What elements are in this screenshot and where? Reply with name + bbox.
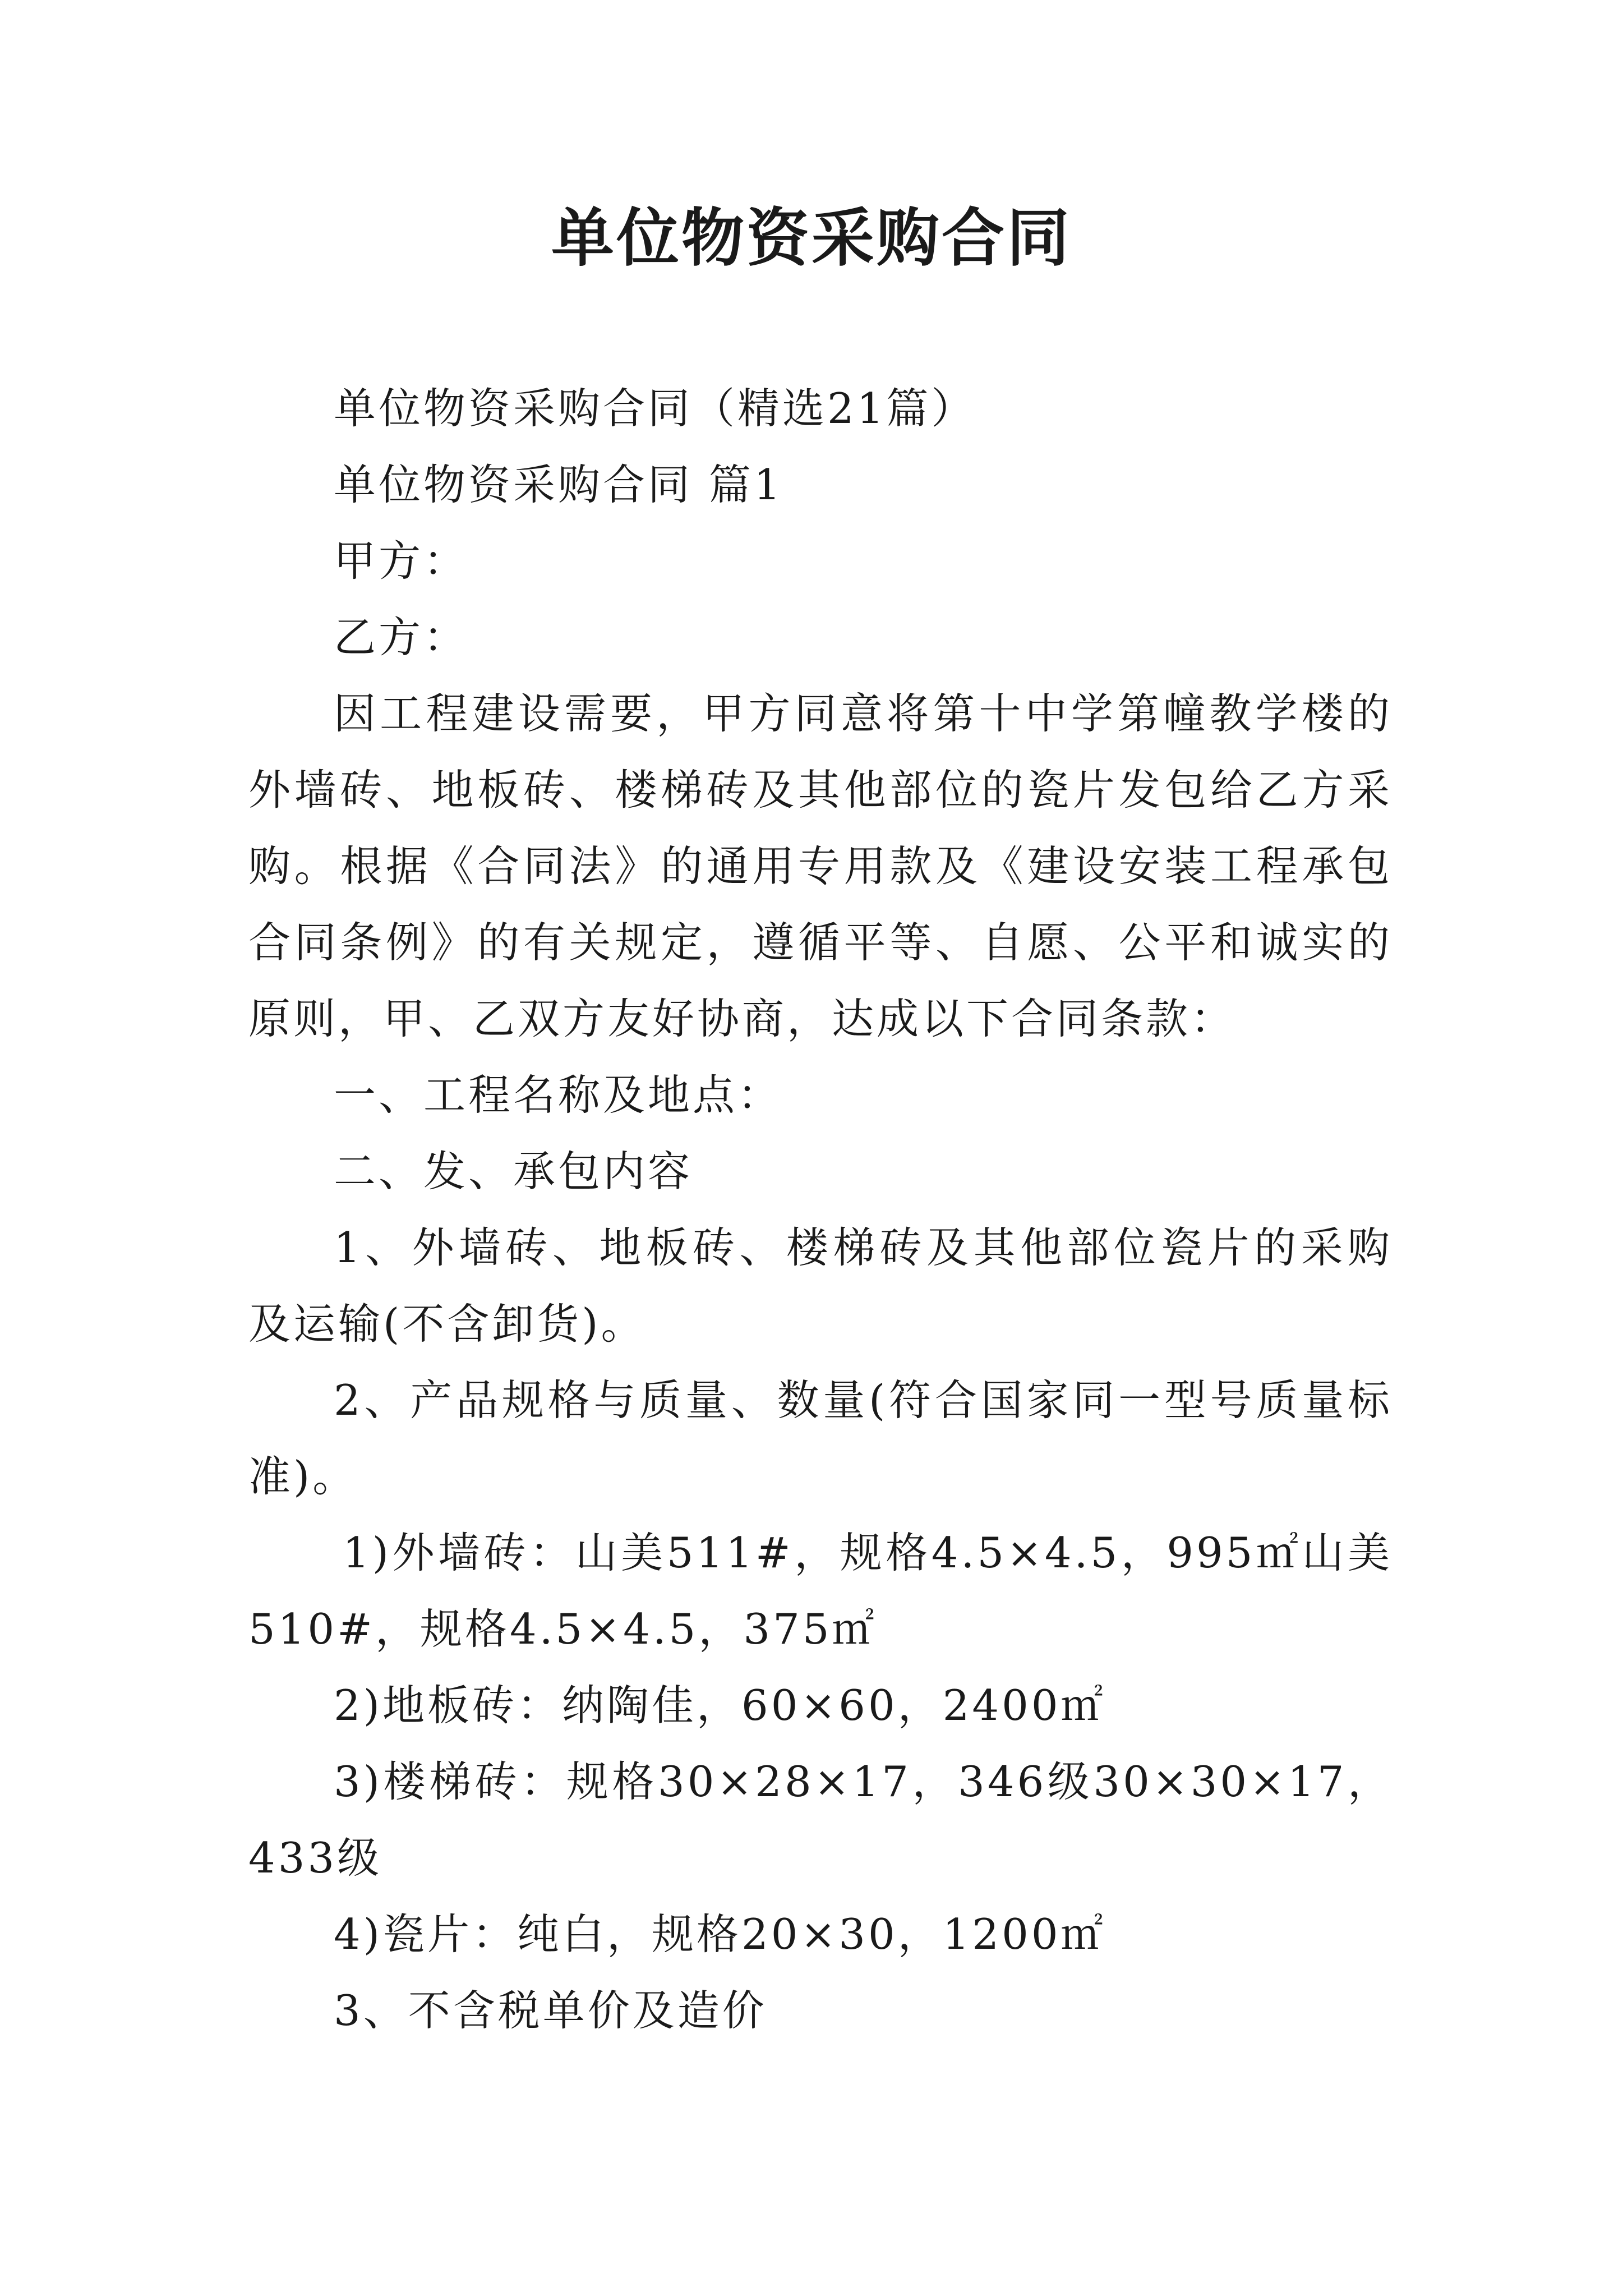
paragraph-item-2: 2、产品规格与质量、数量(符合国家同一型号质量标准)。: [248, 1375, 1393, 1501]
paragraph-spec-ceramic-tile: 4)瓷片：纯白，规格20×30，1200㎡: [334, 1910, 1106, 1959]
paragraph-spec-stair-tile: 3)楼梯砖：规格30×28×17，346级30×30×17，433级: [248, 1757, 1393, 1883]
paragraph-item-3: 3、不含税单价及造价: [334, 1986, 767, 2035]
paragraph-spec-exterior-tile: 1)外墙砖：山美511#，规格4.5×4.5，995㎡山美510#，规格4.5×4.5，375㎡: [248, 1528, 1393, 1654]
paragraph-party-a: 甲方：: [334, 536, 469, 586]
paragraph-clause-1: 一、工程名称及地点：: [334, 1070, 783, 1120]
paragraph-subtitle: 单位物资采购合同（精选21篇）: [334, 384, 976, 433]
paragraph-section-heading: 单位物资采购合同 篇1: [334, 460, 783, 509]
document-body: [248, 370, 1393, 2049]
paragraph-clause-2: 二、发、承包内容: [334, 1147, 693, 1196]
paragraph-preamble: 因工程建设需要，甲方同意将第十中学第幢教学楼的外墙砖、地板砖、楼梯砖及其他部位的瓷片发包给乙方采购。根据《合同法》的通用专用款及《建设安装工程承包合同条例》的有关规定，遵循平等、自愿、公平和诚实的原则，甲、乙双方友好协商，达成以下合同条款：: [248, 689, 1393, 1043]
paragraph-spec-floor-tile: 2)地板砖：纳陶佳，60×60，2400㎡: [334, 1681, 1106, 1730]
paragraph-item-1: 1、外墙砖、地板砖、楼梯砖及其他部位瓷片的采购及运输(不含卸货)。: [248, 1223, 1393, 1349]
document-title: 单位物资采购合同: [551, 201, 1072, 275]
paragraph-party-b: 乙方：: [334, 613, 469, 662]
